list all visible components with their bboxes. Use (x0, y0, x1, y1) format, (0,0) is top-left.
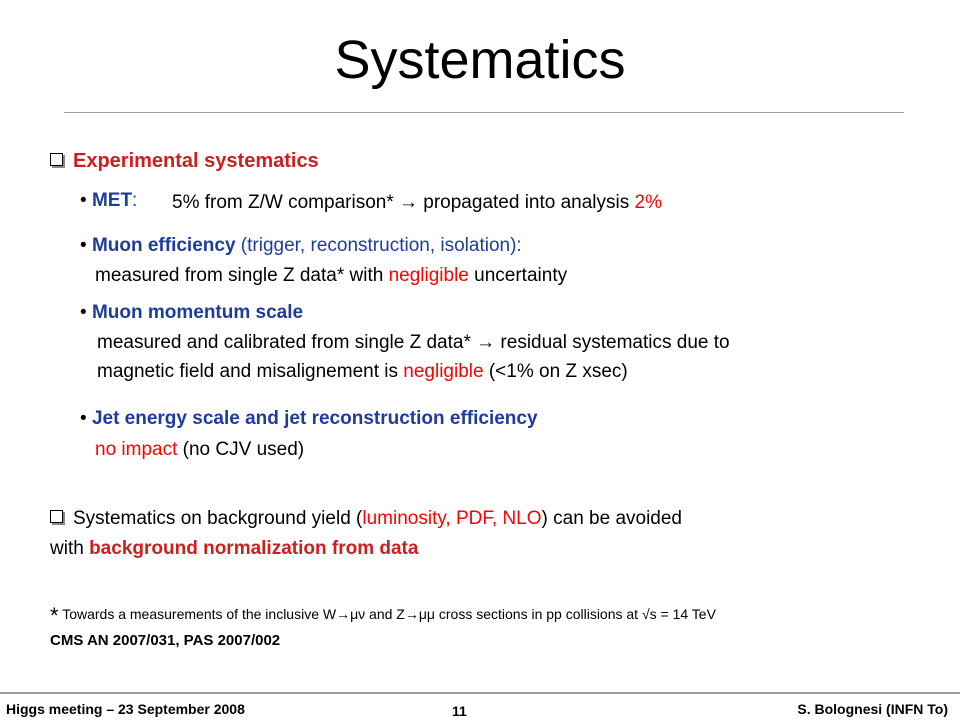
muon-scale-line3 (97, 359, 628, 384)
muon-efficiency-negligible: negligible (388, 265, 469, 286)
bullet-icon: • (80, 190, 87, 211)
footnote-text: Towards a measurements of the inclusive W→μν and Z→μμ cross sections in pp collisions at √s = 14 TeV (62, 606, 716, 622)
background-text-a: Systematics on background yield ( (73, 508, 363, 529)
met-value: 2% (634, 192, 663, 213)
background-line1 (50, 506, 682, 531)
footnote-reference: CMS AN 2007/031, PAS 2007/002 (50, 632, 281, 649)
met-colon: : (132, 190, 138, 211)
jet-no-cjv: (no CJV used) (182, 439, 305, 460)
jet-no-impact: no impact (95, 439, 178, 460)
page-number: 11 (452, 703, 467, 719)
muon-efficiency-item (80, 233, 522, 258)
muon-scale-xsec: (<1% on Z xsec) (488, 361, 628, 382)
met-label: MET (91, 190, 133, 211)
checkbox-bullet-icon (50, 153, 63, 166)
bullet-icon: • (80, 302, 87, 323)
muon-efficiency-label: Muon efficiency (91, 235, 236, 256)
bullet-icon: • (80, 408, 87, 429)
jet-line2 (95, 437, 304, 462)
met-item (80, 188, 137, 213)
muon-scale-negligible: negligible (403, 361, 484, 382)
footer-right: S. Bolognesi (INFN To) (797, 701, 948, 717)
muon-efficiency-uncertainty: uncertainty (474, 265, 568, 286)
footnote-star: * (50, 603, 59, 628)
footer-divider (0, 692, 960, 694)
experimental-heading-text: Experimental systematics (73, 150, 319, 172)
background-with: with (50, 538, 84, 559)
muon-efficiency-text: measured from single Z data* with (95, 265, 384, 286)
footnote (50, 605, 716, 627)
background-line2 (50, 536, 418, 561)
muon-scale-text: magnetic field and misalignement is (97, 361, 398, 382)
title-divider (64, 112, 904, 113)
footer-left: Higgs meeting – 23 September 2008 (6, 701, 245, 717)
muon-efficiency-detail: (trigger, reconstruction, isolation): (240, 235, 522, 256)
jet-item (80, 406, 538, 431)
muon-efficiency-line2 (95, 263, 567, 288)
background-text-b: ) can be avoided (541, 508, 683, 529)
slide-title: Systematics (334, 30, 626, 90)
muon-scale-label: Muon momentum scale (91, 302, 304, 323)
met-text-line (172, 190, 662, 215)
background-sources: luminosity, PDF, NLO (362, 508, 542, 529)
met-text: 5% from Z/W comparison* → propagated into analysis (172, 192, 630, 213)
jet-label: Jet energy scale and jet reconstruction efficiency (91, 408, 538, 429)
muon-scale-line2: measured and calibrated from single Z data* → residual systematics due to (97, 332, 730, 353)
muon-scale-item (80, 300, 303, 325)
background-normalization: background normalization from data (89, 538, 419, 559)
experimental-heading (50, 148, 319, 174)
bullet-icon: • (80, 235, 87, 256)
checkbox-bullet-icon (50, 510, 63, 523)
